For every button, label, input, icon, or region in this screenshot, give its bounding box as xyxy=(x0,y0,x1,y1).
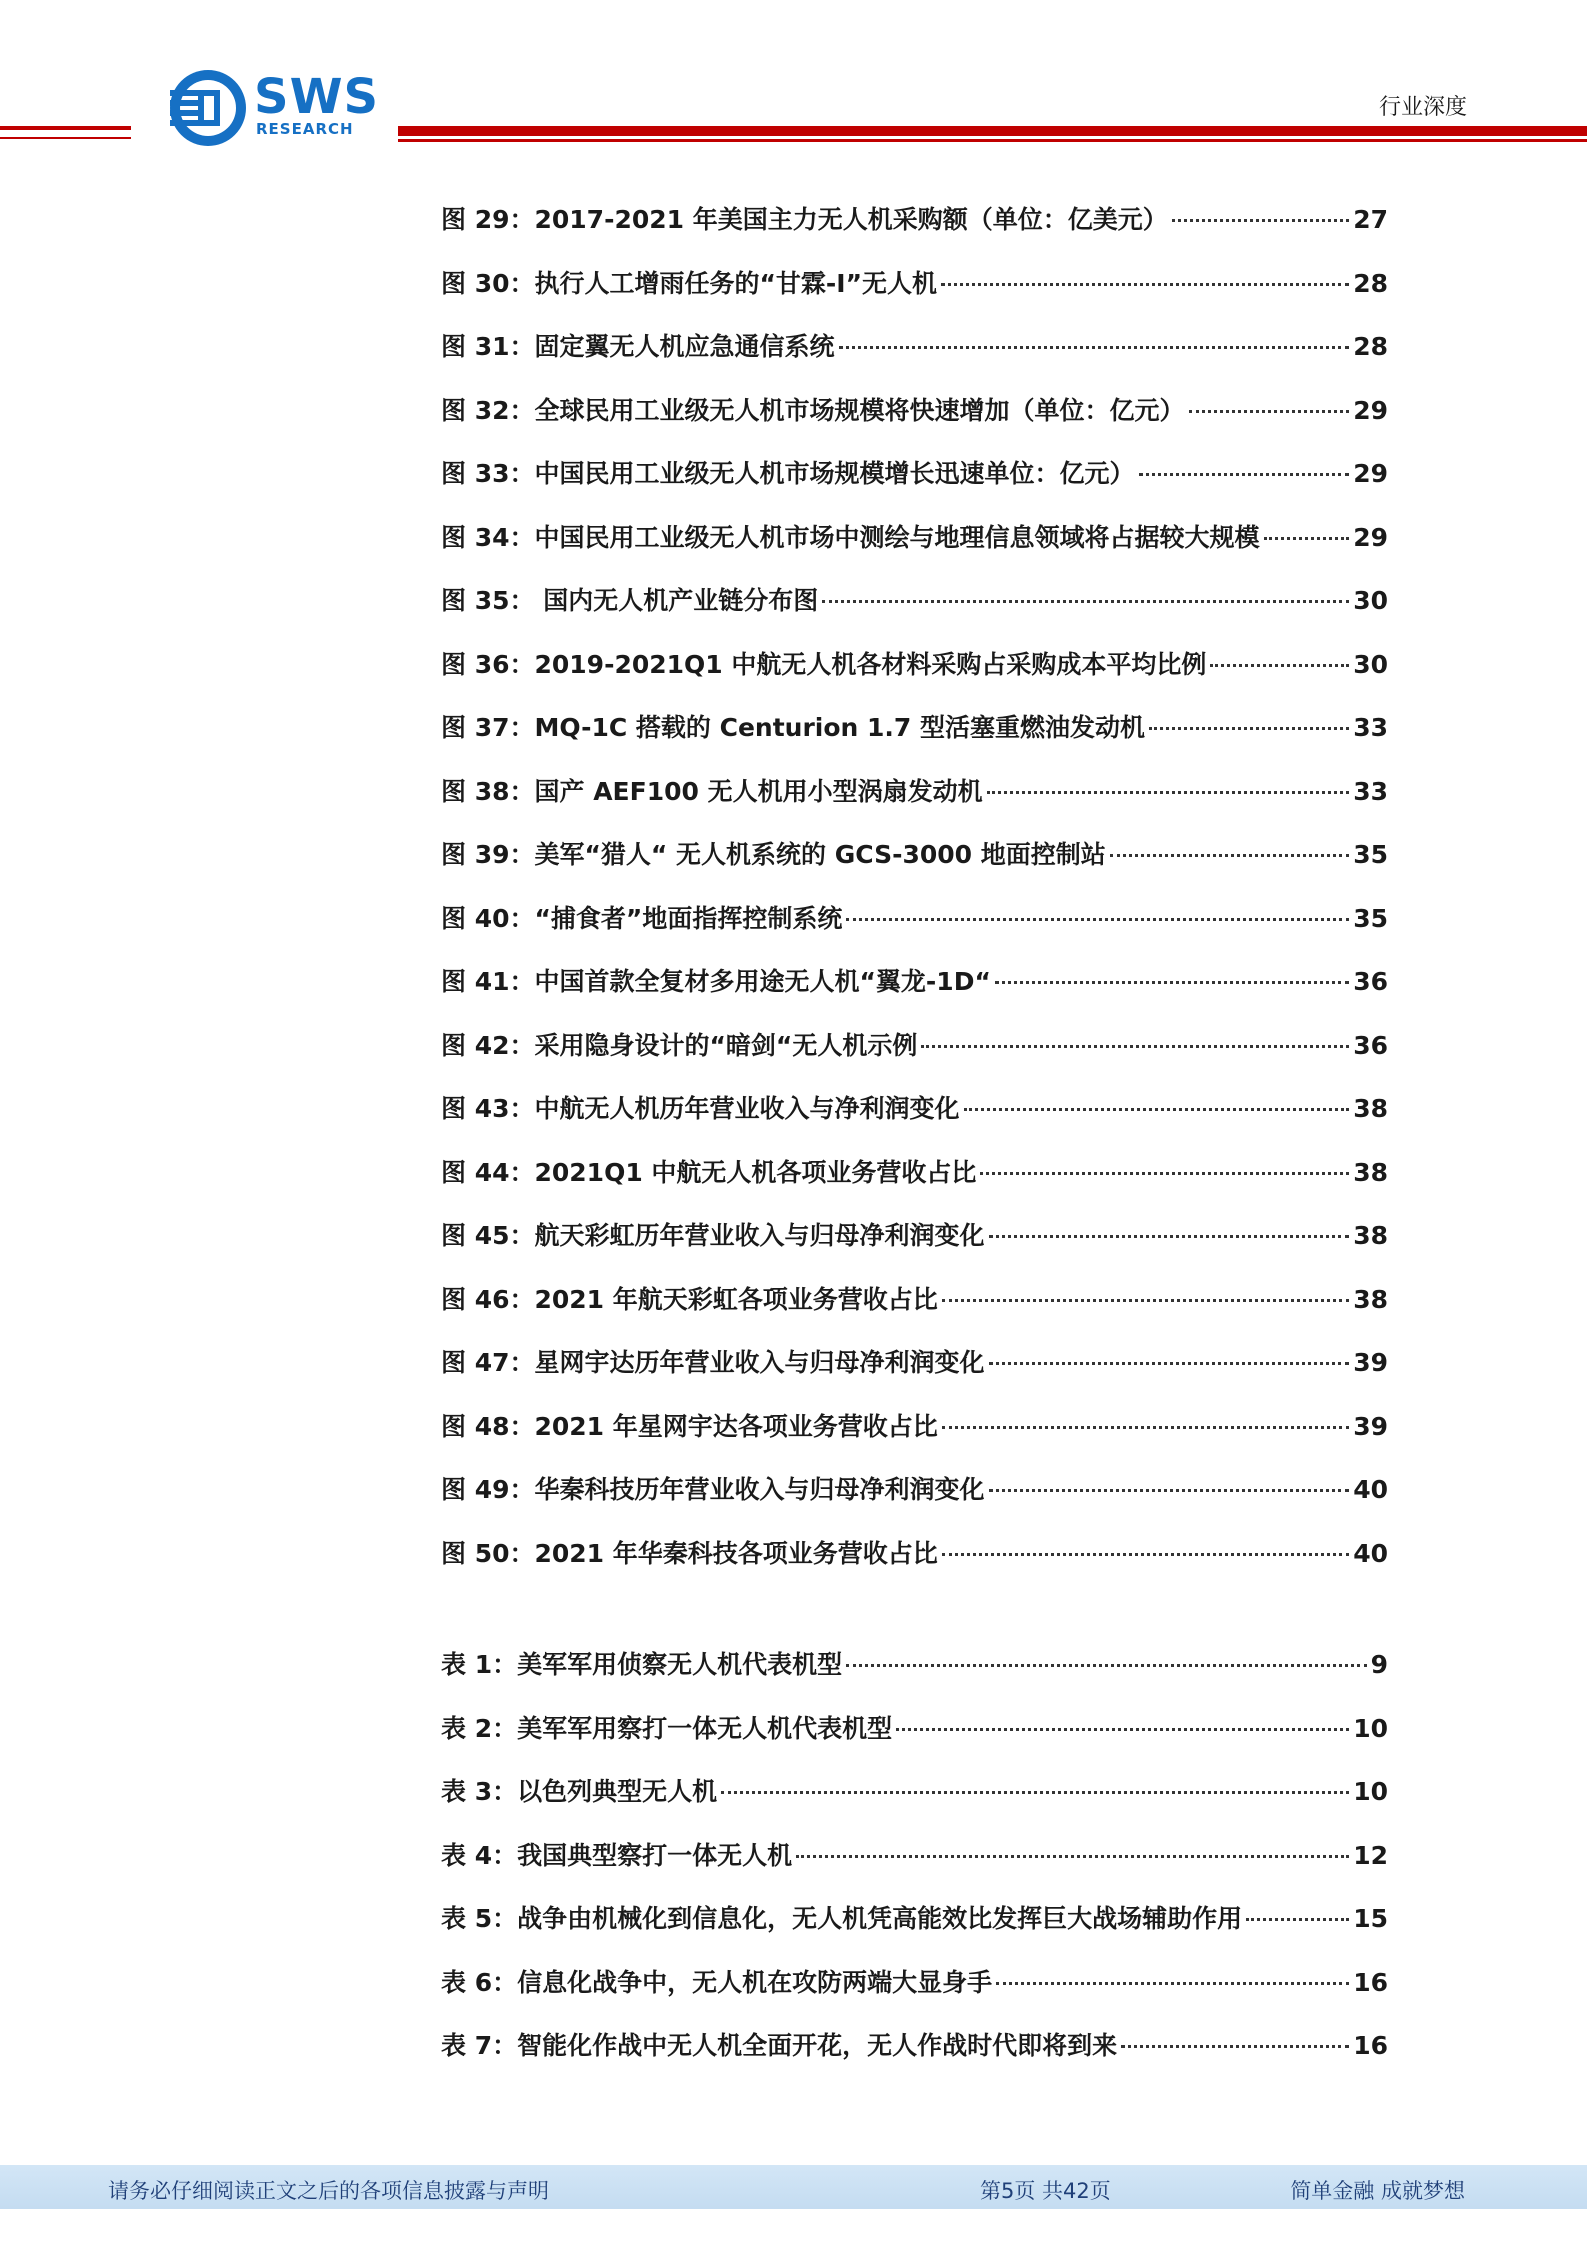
toc-dot-leader xyxy=(721,1791,1349,1794)
toc-entry-page: 16 xyxy=(1353,1967,1388,1997)
toc-dot-leader xyxy=(996,1982,1349,1985)
toc-figure-entry[interactable] xyxy=(441,264,1388,328)
toc-entry-title: 图 48：2021 年星网宇达各项业务营收占比 xyxy=(441,1411,938,1441)
toc-entry-title: 图 37：MQ-1C 搭载的 Centurion 1.7 型活塞重燃油发动机 xyxy=(441,713,1146,742)
toc-figure-entry[interactable] xyxy=(441,835,1388,899)
toc-figure-entry[interactable] xyxy=(441,708,1388,772)
toc-dot-leader xyxy=(896,1728,1349,1731)
toc-entry-title: 图 47：星网宇达历年营业收入与归母净利润变化 xyxy=(441,1348,985,1377)
toc-entry-title: 图 30：执行人工增雨任务的“甘霖-I”无人机 xyxy=(441,268,938,298)
toc-table-entry[interactable] xyxy=(441,1963,1388,2027)
toc-entry-title: 表 1：美军军用侦察无人机代表机型 xyxy=(441,1650,843,1679)
toc-entry-page: 38 xyxy=(1353,1284,1388,1314)
toc-entry-title: 图 32：全球民用工业级无人机市场规模将快速增加（单位：亿元） xyxy=(441,395,1185,425)
table-list xyxy=(441,1645,1388,2090)
toc-entry-title: 图 40：“捕食者”地面指挥控制系统 xyxy=(441,903,843,933)
toc-entry-title: 表 7：智能化作战中无人机全面开花，无人作战时代即将到来 xyxy=(441,2031,1118,2060)
toc-figure-entry[interactable] xyxy=(441,518,1388,582)
toc-entry-page: 29 xyxy=(1353,395,1388,425)
toc-figure-entry[interactable] xyxy=(441,962,1388,1026)
toc-dot-leader xyxy=(1210,664,1349,667)
toc-table-entry[interactable] xyxy=(441,1836,1388,1900)
toc-dot-leader xyxy=(796,1855,1349,1858)
logo-text: SWS xyxy=(254,69,380,125)
toc-entry-page: 10 xyxy=(1353,1713,1388,1743)
toc-figure-entry[interactable] xyxy=(441,391,1388,455)
toc-figure-entry[interactable] xyxy=(441,200,1388,264)
toc-dot-leader xyxy=(1121,2045,1349,2048)
logo-subtext: RESEARCH xyxy=(256,120,354,138)
toc xyxy=(441,200,1388,2090)
toc-table-entry[interactable] xyxy=(441,1899,1388,1963)
toc-dot-leader xyxy=(989,1489,1350,1492)
toc-entry-title: 图 44：2021Q1 中航无人机各项业务营收占比 xyxy=(441,1157,977,1187)
toc-entry-page: 40 xyxy=(1353,1538,1388,1568)
toc-entry-title: 图 43：中航无人机历年营业收入与净利润变化 xyxy=(441,1094,960,1123)
toc-entry-page: 36 xyxy=(1353,967,1388,996)
toc-dot-leader xyxy=(942,1299,1349,1302)
toc-entry-title: 图 46：2021 年航天彩虹各项业务营收占比 xyxy=(441,1284,938,1314)
section-label: 行业深度 xyxy=(1378,95,1467,120)
toc-entry-title: 表 3：以色列典型无人机 xyxy=(441,1777,718,1806)
toc-figure-entry[interactable] xyxy=(441,327,1388,391)
toc-figure-entry[interactable] xyxy=(441,1026,1388,1090)
toc-dot-leader xyxy=(921,1045,1349,1048)
toc-dot-leader xyxy=(846,918,1349,921)
toc-entry-title: 图 45：航天彩虹历年营业收入与归母净利润变化 xyxy=(441,1221,985,1250)
toc-entry-page: 16 xyxy=(1353,2031,1388,2060)
toc-dot-leader xyxy=(987,791,1350,794)
footer-slogan: 简单金融 成就梦想 xyxy=(1290,2179,1465,2203)
toc-table-entry[interactable] xyxy=(441,1645,1388,1709)
toc-entry-page: 29 xyxy=(1353,459,1388,488)
toc-table-entry[interactable] xyxy=(441,1709,1388,1773)
toc-dot-leader xyxy=(1110,854,1349,857)
toc-dot-leader xyxy=(964,1108,1350,1111)
toc-figure-entry[interactable] xyxy=(441,1407,1388,1471)
toc-entry-page: 15 xyxy=(1353,1904,1388,1933)
toc-entry-title: 表 6：信息化战争中，无人机在攻防两端大显身手 xyxy=(441,1967,993,1997)
toc-dot-leader xyxy=(1139,473,1350,476)
toc-figure-entry[interactable] xyxy=(441,1089,1388,1153)
toc-figure-entry[interactable] xyxy=(441,645,1388,709)
figure-list xyxy=(441,200,1388,1597)
header-rule-left-thin xyxy=(0,137,131,139)
toc-entry-page: 28 xyxy=(1353,268,1388,298)
toc-figure-entry[interactable] xyxy=(441,454,1388,518)
toc-entry-title: 表 2：美军军用察打一体无人机代表机型 xyxy=(441,1713,893,1743)
toc-figure-entry[interactable] xyxy=(441,1470,1388,1534)
toc-entry-title: 图 41：中国首款全复材多用途无人机“翼龙-1D“ xyxy=(441,967,991,996)
footer-disclaimer: 请务必仔细阅读正文之后的各项信息披露与声明 xyxy=(108,2179,549,2203)
header-rule-left xyxy=(0,126,131,130)
toc-entry-title: 图 29：2017-2021 年美国主力无人机采购额（单位：亿美元） xyxy=(441,205,1168,234)
toc-figure-entry[interactable] xyxy=(441,1280,1388,1344)
header-rule-right xyxy=(398,126,1587,136)
toc-figure-entry[interactable] xyxy=(441,899,1388,963)
toc-dot-leader xyxy=(989,1235,1350,1238)
toc-figure-entry[interactable] xyxy=(441,1343,1388,1407)
toc-figure-entry[interactable] xyxy=(441,1216,1388,1280)
toc-figure-entry[interactable] xyxy=(441,1534,1388,1598)
toc-entry-page: 28 xyxy=(1353,332,1388,361)
toc-dot-leader xyxy=(1189,410,1350,413)
toc-entry-page: 38 xyxy=(1353,1094,1388,1123)
toc-figure-entry[interactable] xyxy=(441,1153,1388,1217)
toc-entry-title: 图 35： 国内无人机产业链分布图 xyxy=(441,586,819,615)
toc-entry-title: 图 33：中国民用工业级无人机市场规模增长迅速单位：亿元） xyxy=(441,459,1135,488)
toc-dot-leader xyxy=(941,283,1349,286)
toc-entry-page: 30 xyxy=(1353,586,1388,615)
toc-dot-leader xyxy=(1264,537,1350,540)
toc-entry-page: 29 xyxy=(1353,522,1388,552)
toc-dot-leader xyxy=(846,1664,1366,1667)
toc-entry-title: 表 5：战争由机械化到信息化，无人机凭高能效比发挥巨大战场辅助作用 xyxy=(441,1904,1243,1933)
toc-dot-leader xyxy=(822,600,1349,603)
toc-entry-page: 33 xyxy=(1353,776,1388,806)
toc-entry-title: 图 36：2019-2021Q1 中航无人机各材料采购占采购成本平均比例 xyxy=(441,649,1207,679)
toc-entry-page: 12 xyxy=(1353,1840,1388,1870)
toc-entry-page: 27 xyxy=(1353,205,1388,234)
toc-entry-page: 38 xyxy=(1353,1221,1388,1250)
toc-dot-leader xyxy=(995,981,1349,984)
toc-entry-page: 39 xyxy=(1353,1348,1388,1377)
toc-dot-leader xyxy=(1246,1918,1349,1921)
header-rule-right-thin xyxy=(398,139,1587,142)
toc-dot-leader xyxy=(839,346,1350,349)
toc-entry-page: 33 xyxy=(1353,713,1388,742)
toc-entry-title: 图 42：采用隐身设计的“暗剑“无人机示例 xyxy=(441,1030,918,1060)
toc-entry-page: 40 xyxy=(1353,1475,1388,1504)
toc-entry-title: 图 38：国产 AEF100 无人机用小型涡扇发动机 xyxy=(441,776,983,806)
toc-table-entry[interactable] xyxy=(441,1772,1388,1836)
toc-dot-leader xyxy=(989,1362,1350,1365)
toc-figure-entry[interactable] xyxy=(441,581,1388,645)
toc-table-entry[interactable] xyxy=(441,2026,1388,2090)
toc-entry-page: 35 xyxy=(1353,903,1388,933)
toc-entry-page: 38 xyxy=(1353,1157,1388,1187)
sws-logo-icon xyxy=(168,68,248,148)
toc-entry-page: 35 xyxy=(1353,840,1388,869)
toc-dot-leader xyxy=(942,1426,1349,1429)
toc-entry-title: 表 4：我国典型察打一体无人机 xyxy=(441,1840,793,1870)
list-gap xyxy=(441,1597,1388,1645)
footer-page-info: 第5页 共42页 xyxy=(980,2179,1111,2203)
footer-bar xyxy=(0,2165,1587,2209)
toc-entry-page: 9 xyxy=(1370,1650,1388,1679)
toc-entry-page: 39 xyxy=(1353,1411,1388,1441)
toc-dot-leader xyxy=(1149,727,1349,730)
toc-entry-title: 图 31：固定翼无人机应急通信系统 xyxy=(441,332,835,361)
toc-dot-leader xyxy=(980,1172,1349,1175)
toc-entry-title: 图 39：美军“猎人“ 无人机系统的 GCS-3000 地面控制站 xyxy=(441,840,1106,869)
toc-entry-title: 图 49：华秦科技历年营业收入与归母净利润变化 xyxy=(441,1475,985,1504)
toc-entry-title: 图 34：中国民用工业级无人机市场中测绘与地理信息领域将占据较大规模 xyxy=(441,522,1260,552)
toc-entry-page: 30 xyxy=(1353,649,1388,679)
toc-figure-entry[interactable] xyxy=(441,772,1388,836)
brand-logo xyxy=(168,68,378,148)
toc-dot-leader xyxy=(942,1553,1349,1556)
toc-dot-leader xyxy=(1172,219,1349,222)
toc-entry-page: 10 xyxy=(1353,1777,1388,1806)
toc-entry-title: 图 50：2021 年华秦科技各项业务营收占比 xyxy=(441,1538,938,1568)
toc-entry-page: 36 xyxy=(1353,1030,1388,1060)
